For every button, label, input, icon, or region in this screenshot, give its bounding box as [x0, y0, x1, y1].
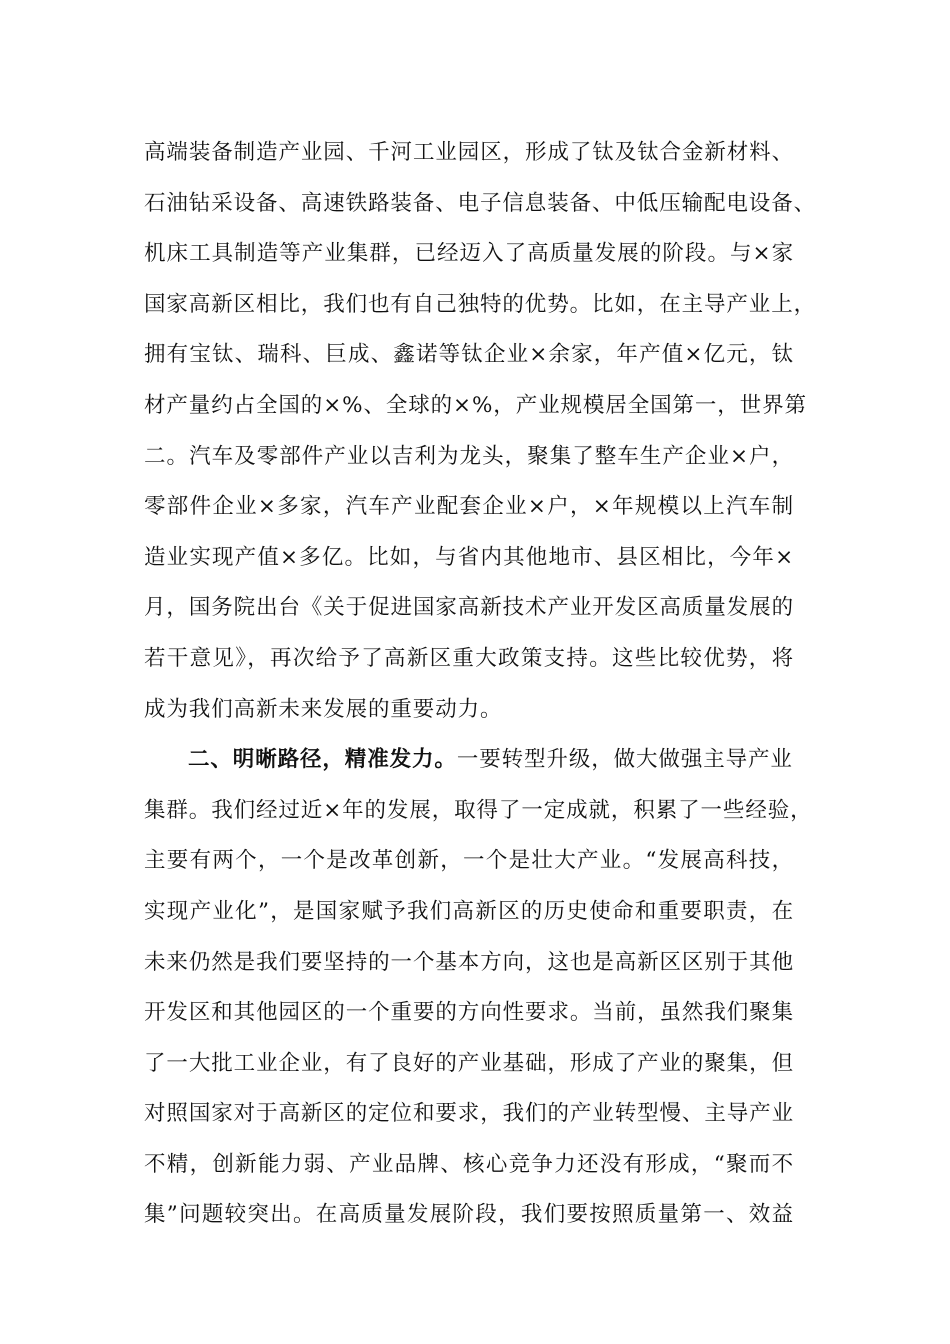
- text-line: 不精，创新能力弱、产业品牌、核心竞争力还没有形成，“聚而不: [144, 1151, 794, 1177]
- text-line: 零部件企业×多家，汽车产业配套企业×户，×年规模以上汽车制: [144, 494, 794, 520]
- text-line: 集”问题较突出。在高质量发展阶段，我们要按照质量第一、效益: [144, 1202, 794, 1228]
- text-line: 国家高新区相比，我们也有自己独特的优势。比如，在主导产业上，: [144, 291, 817, 317]
- text-line: 集群。我们经过近×年的发展，取得了一定成就，积累了一些经验，: [144, 797, 813, 823]
- text-line: 未来仍然是我们要坚持的一个基本方向，这也是高新区区别于其他: [144, 949, 794, 975]
- section-heading: 二、明晰路径，精准发力。: [188, 747, 457, 773]
- text-line: 二。汽车及零部件产业以吉利为龙头，聚集了整车生产企业×户，: [144, 443, 794, 469]
- text-line: 主要有两个，一个是改革创新，一个是壮大产业。“发展高科技，: [144, 848, 794, 874]
- text-line: 高端装备制造产业园、千河工业园区，形成了钛及钛合金新材料、: [144, 140, 794, 165]
- paragraph-first-line: [144, 735, 814, 786]
- paragraph-2: [144, 735, 814, 1241]
- text-line: 月，国务院出台《关于促进国家高新技术产业开发区高质量发展的: [144, 595, 794, 621]
- text-line: 实现产业化”，是国家赋予我们高新区的历史使命和重要职责，在: [144, 898, 794, 924]
- document-body: [144, 128, 817, 1241]
- text-line: 成为我们高新未来发展的重要动力。: [144, 696, 503, 722]
- text-line: 机床工具制造等产业集群，已经迈入了高质量发展的阶段。与×家: [144, 241, 794, 267]
- text-line: 拥有宝钛、瑞科、巨成、鑫诺等钛企业×余家，年产值×亿元，钛: [144, 342, 794, 368]
- text-line: 了一大批工业企业，有了良好的产业基础，形成了产业的聚集，但: [144, 1050, 794, 1076]
- text-line: 若干意见》，再次给予了高新区重大政策支持。这些比较优势，将: [144, 645, 794, 671]
- text-line: 材产量约占全国的×%、全球的×%，产业规模居全国第一，世界第: [144, 392, 807, 418]
- text-line: 石油钻采设备、高速铁路装备、电子信息装备、中低压输配电设备、: [144, 190, 817, 216]
- text-line: 造业实现产值×多亿。比如，与省内其他地市、县区相比，今年×: [144, 544, 794, 570]
- paragraph-1: [144, 128, 817, 735]
- text-line: 开发区和其他园区的一个重要的方向性要求。当前，虽然我们聚集: [144, 1000, 794, 1026]
- text-line: 对照国家对于高新区的定位和要求，我们的产业转型慢、主导产业: [144, 1101, 794, 1127]
- heading-continuation: 一要转型升级，做大做强主导产业: [456, 747, 793, 773]
